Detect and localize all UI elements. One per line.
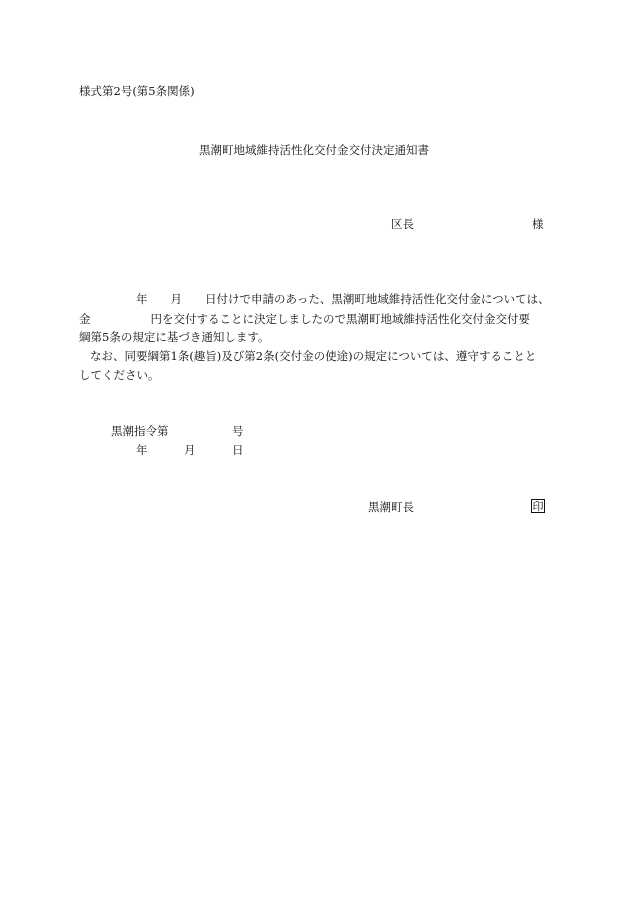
body-line-4-text: なお、同要綱第1条(趣旨)及び第2条(交付金の使途)の規定については、遵守することと — [90, 349, 537, 363]
issue-month: 月 — [184, 443, 196, 457]
application-year: 年 — [136, 292, 148, 306]
reference-number-label: 黒潮指令第 — [111, 424, 169, 438]
body-line-1 — [79, 294, 550, 306]
body-line-4 — [79, 351, 536, 363]
form-number: 様式第2号(第5条関係) — [79, 84, 195, 98]
issue-year: 年 — [136, 443, 148, 457]
body-line-3: 綱第5条の規定に基づき通知します。 — [79, 330, 270, 344]
body-line-5: してください。 — [79, 368, 160, 382]
issue-day: 日 — [232, 443, 244, 457]
amount-label: 金 — [79, 312, 91, 326]
recipient-ward-chief: 区長 — [391, 217, 414, 231]
body-line-2-text: 円を交付することに決定しましたので黒潮町地域維持活性化交付金交付要 — [150, 312, 530, 326]
body-line-1-text: 日付けで申請のあった、黒潮町地域維持活性化交付金については、 — [205, 292, 550, 306]
seal-stamp: 印 — [532, 499, 544, 513]
recipient-honorific: 様 — [532, 217, 544, 231]
mayor-signature: 黒潮町長 — [368, 500, 414, 514]
document-title: 黒潮町地域維持活性化交付金交付決定通知書 — [199, 143, 429, 157]
reference-number-suffix: 号 — [232, 424, 244, 438]
body-line-2 — [79, 314, 530, 326]
application-month: 月 — [170, 292, 182, 306]
